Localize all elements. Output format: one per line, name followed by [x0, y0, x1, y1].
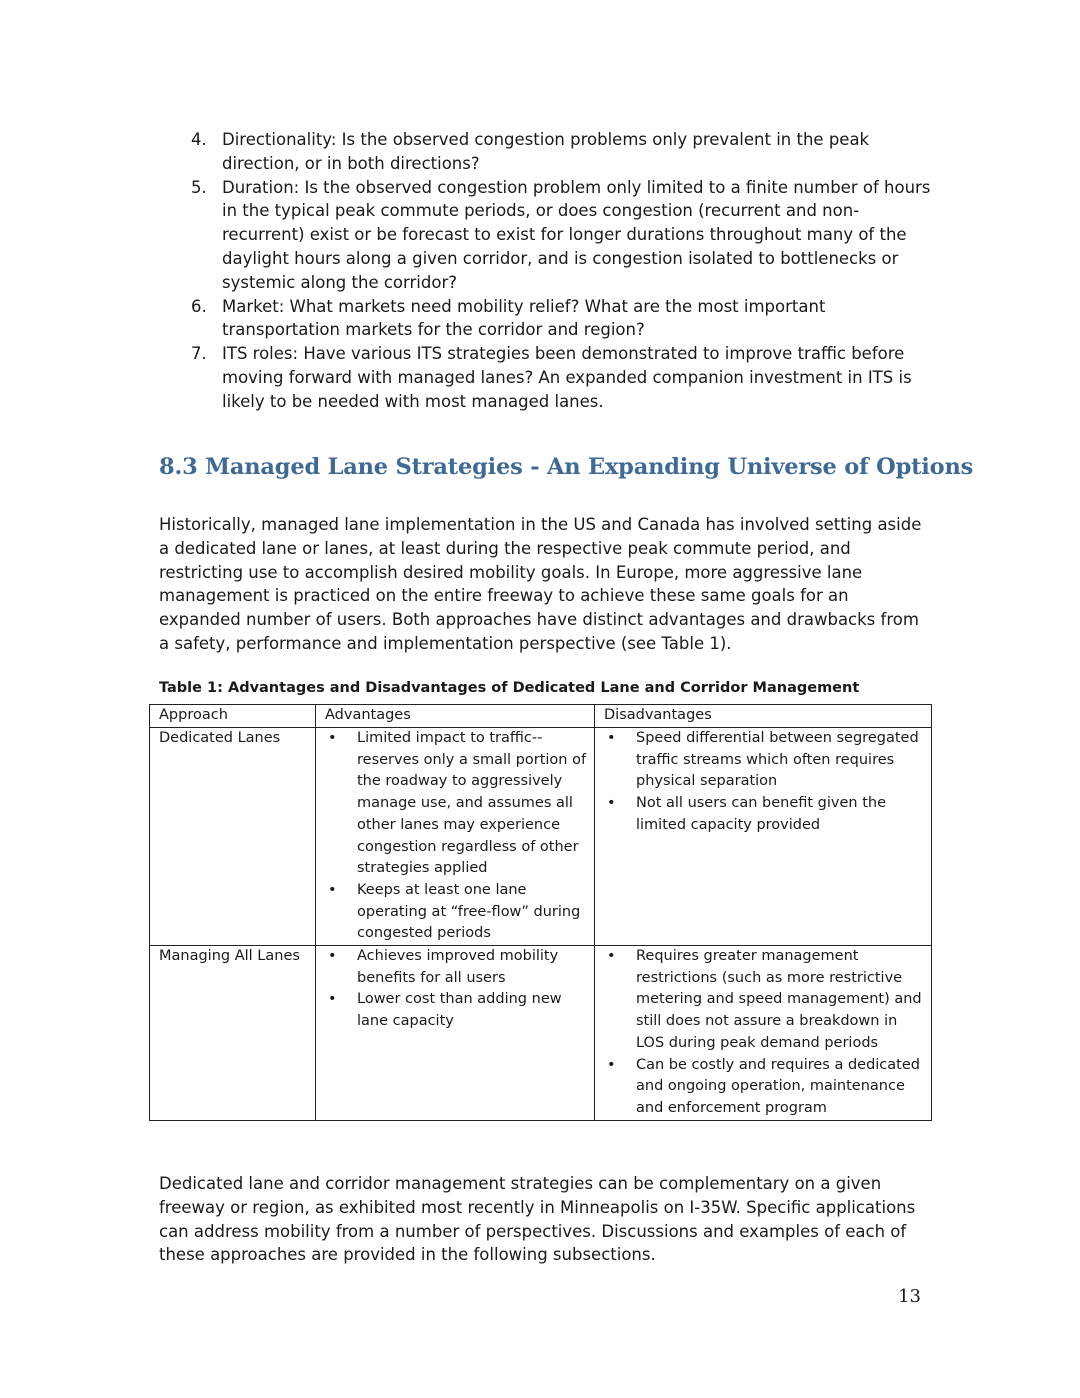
- table-caption: Table 1: Advantages and Disadvantages of Dedicated Lane and Corridor Management: [159, 680, 860, 696]
- comparison-table: [149, 704, 932, 1121]
- page-number: 13: [898, 1286, 921, 1307]
- closing-paragraph: Dedicated lane and corridor management strategies can be complementary on a given freeway or region, as exhibited most recently in Minneapolis on I-35W. Specific applications can address mobility from a number of perspectives. Discussions and examples of each of these approaches are provided in the following subsections.: [159, 1174, 916, 1265]
- bullet-text: Lower cost than adding new lane capacity: [357, 991, 562, 1030]
- list-item-number: 6.: [191, 296, 207, 316]
- list-item: [191, 128, 931, 176]
- advantages-cell: [316, 728, 595, 946]
- bullet-text: Can be costly and requires a dedicated and ongoing operation, maintenance and enforcement program: [636, 1056, 920, 1116]
- list-item: [191, 342, 931, 413]
- list-item: [191, 176, 931, 295]
- bullet-icon: •: [607, 948, 616, 965]
- disadvantages-list: [604, 946, 926, 1120]
- list-item-number: 7.: [191, 344, 207, 364]
- bullet-item: [604, 946, 926, 1055]
- list-item-text: Duration: Is the observed congestion problem only limited to a finite number of hours in the typical peak commute periods, or does congestion (recurrent and non-recurrent) exist or be forecast to exist for longer durations throughout many of the daylight hours along a given corridor, and is congestion isolated to bottlenecks or systemic along the corridor?: [222, 177, 931, 292]
- list-item-number: 4.: [191, 130, 207, 149]
- bullet-item: [604, 1055, 926, 1120]
- bullet-icon: •: [328, 881, 337, 898]
- intro-paragraph: Historically, managed lane implementation in the US and Canada has involved setting aside a dedicated lane or lanes, at least during the respective peak commute period, and restricting use to accomplish desired mobility goals. In Europe, more aggressive lane management is practiced on the entire freeway to achieve these same goals for an expanded number of users. Both approaches have distinct advantages and drawbacks from a safety, performance and implementation perspective (see Table 1).: [159, 515, 922, 653]
- bullet-item: [325, 728, 589, 880]
- disadvantages-cell: [595, 728, 932, 946]
- list-item-text: Market: What markets need mobility relief? What are the most important transportation markets for the corridor and region?: [222, 296, 826, 340]
- approach-cell: Dedicated Lanes: [150, 728, 316, 946]
- bullet-text: Requires greater management restrictions (such as more restrictive metering and speed management) and still does not assure a breakdown in LOS during peak demand periods: [636, 948, 922, 1051]
- bullet-icon: •: [328, 730, 337, 746]
- bullet-item: [325, 989, 589, 1032]
- section-heading: 8.3 Managed Lane Strategies - An Expanding Universe of Options: [159, 454, 974, 480]
- column-header-approach: Approach: [150, 705, 316, 728]
- bullet-icon: •: [607, 1056, 616, 1073]
- column-header-disadvantages: Disadvantages: [595, 705, 932, 728]
- bullet-icon: •: [607, 795, 616, 812]
- bullet-icon: •: [328, 991, 337, 1008]
- bullet-item: [604, 793, 926, 836]
- disadvantages-cell: [595, 946, 932, 1121]
- bullet-item: [604, 728, 926, 793]
- bullet-item: [325, 946, 589, 989]
- list-item-text: Directionality: Is the observed congestion problems only prevalent in the peak direction, or in both directions?: [222, 130, 870, 173]
- bullet-item: [325, 880, 589, 945]
- list-item-text: ITS roles: Have various ITS strategies been demonstrated to improve traffic before moving forward with managed lanes? An expanded companion investment in ITS is likely to be needed with most managed lanes.: [222, 344, 912, 411]
- table-header-row: [150, 705, 932, 728]
- numbered-list: [191, 128, 931, 414]
- column-header-advantages: Advantages: [316, 705, 595, 728]
- bullet-text: Achieves improved mobility benefits for all users: [357, 948, 559, 986]
- bullet-text: Limited impact to traffic--reserves only a small portion of the roadway to aggressively manage use, and assumes all other lanes may experience congestion regardless of other strategies applied: [357, 730, 587, 877]
- approach-cell: Managing All Lanes: [150, 946, 316, 1121]
- bullet-text: Speed differential between segregated traffic streams which often requires physical separation: [636, 730, 919, 790]
- table-row: [150, 946, 932, 1121]
- list-item: [191, 295, 931, 343]
- list-item-number: 5.: [191, 177, 207, 197]
- table-row: [150, 728, 932, 946]
- bullet-icon: •: [607, 730, 616, 746]
- disadvantages-list: [604, 728, 926, 837]
- bullet-text: Keeps at least one lane operating at “free-flow” during congested periods: [357, 881, 581, 942]
- bullet-icon: •: [328, 948, 337, 965]
- advantages-list: [325, 946, 589, 1033]
- advantages-cell: [316, 946, 595, 1121]
- advantages-list: [325, 728, 589, 945]
- bullet-text: Not all users can benefit given the limited capacity provided: [636, 795, 887, 833]
